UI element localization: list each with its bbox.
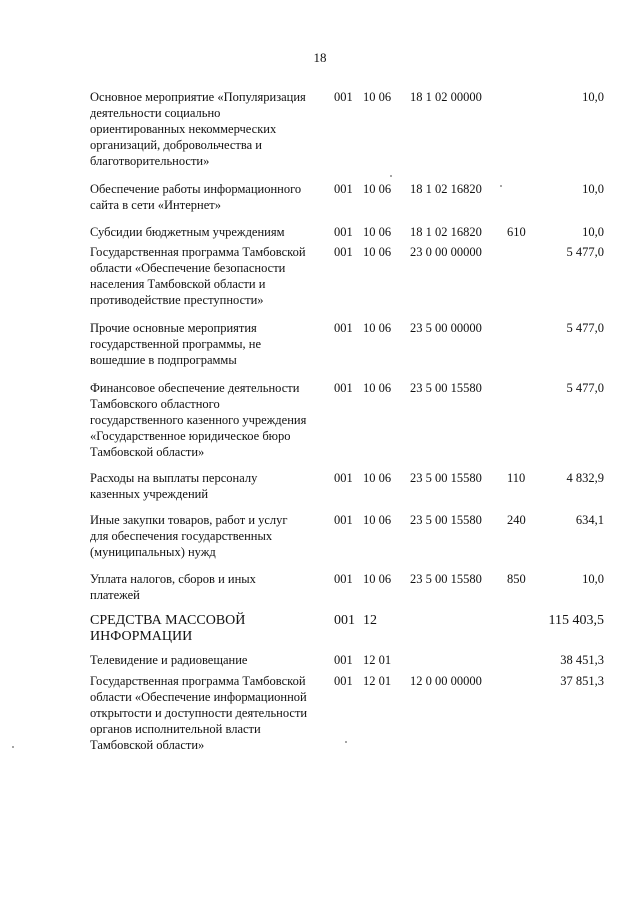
table-row [0,571,640,603]
row-target-code: 18 1 02 00000 [410,90,482,104]
row-section-code: 10 06 [363,381,392,395]
row-amount: 10,0 [582,90,604,104]
table-row [0,380,640,460]
row-admin-code: 001 [334,225,353,239]
row-admin-code: 001 [334,245,353,259]
table-row [0,181,640,213]
row-name: Основное мероприятие «Популяризация деятельности социально ориентированных некоммерческих организаций, добровольчества и благотворительности» [90,90,306,168]
row-section-code: 10 06 [363,321,392,335]
table-row [0,470,640,502]
row-expense-type: 850 [507,572,526,586]
row-target-code: 18 1 02 16820 [410,225,482,239]
row-name: Иные закупки товаров, работ и услуг для обеспечения государственных (муниципальных) нужд [90,513,288,559]
row-admin-code: 001 [334,513,353,527]
row-amount: 5 477,0 [566,321,604,335]
row-name: Финансовое обеспечение деятельности Тамбовского областного государственного казенного учреждения «Государственное юридическое бюро Тамбовской области» [90,381,307,459]
row-admin-code: 001 [334,381,353,395]
row-admin-code: 001 [334,182,353,196]
row-amount: 38 451,3 [560,653,604,667]
table-row [0,89,640,169]
row-name: Обеспечение работы информационного сайта в сети «Интернет» [90,182,302,212]
table-row [0,512,640,560]
row-name: СРЕДСТВА МАССОВОЙ ИНФОРМАЦИИ [90,613,246,644]
row-name: Уплата налогов, сборов и иных платежей [90,572,256,602]
table-row [0,320,640,368]
row-admin-code: 001 [334,653,353,667]
row-name: Расходы на выплаты персоналу казенных учреждений [90,471,258,501]
row-section-code: 10 06 [363,572,392,586]
scan-speck [12,746,14,748]
row-amount: 10,0 [582,572,604,586]
row-target-code: 23 5 00 15580 [410,471,482,485]
row-admin-code: 001 [334,321,353,335]
table-row [0,224,640,240]
row-target-code: 23 0 00 00000 [410,245,482,259]
scan-speck [390,175,392,177]
row-section-code: 10 06 [363,90,392,104]
row-name: Прочие основные мероприятия государственной программы, не вошедшие в подпрограммы [90,321,262,367]
row-section-code: 10 06 [363,513,392,527]
row-expense-type: 110 [507,471,526,485]
row-amount: 10,0 [582,182,604,196]
row-target-code: 23 5 00 15580 [410,513,482,527]
row-admin-code: 001 [334,674,353,688]
row-amount: 634,1 [575,513,604,527]
row-amount: 10,0 [582,225,604,239]
scan-speck [500,185,502,187]
row-amount: 4 832,9 [566,471,604,485]
row-target-code: 18 1 02 16820 [410,182,482,196]
budget-table [0,89,640,753]
row-name: Государственная программа Тамбовской области «Обеспечение безопасности населения Тамбовской области и противодействие преступности» [90,245,306,307]
row-admin-code: 001 [334,572,353,586]
row-admin-code: 001 [334,613,355,628]
row-amount: 5 477,0 [566,381,604,395]
page-number: 18 [313,50,327,65]
row-section-code: 12 [363,613,377,628]
row-section-code: 10 06 [363,245,392,259]
row-name: Государственная программа Тамбовской области «Обеспечение информационной открытости и доступности деятельности органов исполнительной власти Тамбовской области» [90,674,308,752]
row-target-code: 23 5 00 15580 [410,572,482,586]
table-row [0,652,640,668]
row-section-code: 10 06 [363,182,392,196]
scan-speck [345,741,347,743]
table-row [0,673,640,753]
row-amount: 115 403,5 [548,613,604,628]
row-section-code: 12 01 [363,674,392,688]
row-section-code: 10 06 [363,225,392,239]
row-expense-type: 240 [507,513,526,527]
row-target-code: 12 0 00 00000 [410,674,482,688]
row-target-code: 23 5 00 00000 [410,321,482,335]
section-heading-row [0,613,640,645]
row-name: Субсидии бюджетным учреждениям [90,225,285,239]
row-amount: 37 851,3 [560,674,604,688]
row-admin-code: 001 [334,471,353,485]
row-target-code: 23 5 00 15580 [410,381,482,395]
row-amount: 5 477,0 [566,245,604,259]
row-expense-type: 610 [507,225,526,239]
row-section-code: 12 01 [363,653,392,667]
row-name: Телевидение и радиовещание [90,653,248,667]
row-admin-code: 001 [334,90,353,104]
table-row [0,244,640,308]
row-section-code: 10 06 [363,471,392,485]
